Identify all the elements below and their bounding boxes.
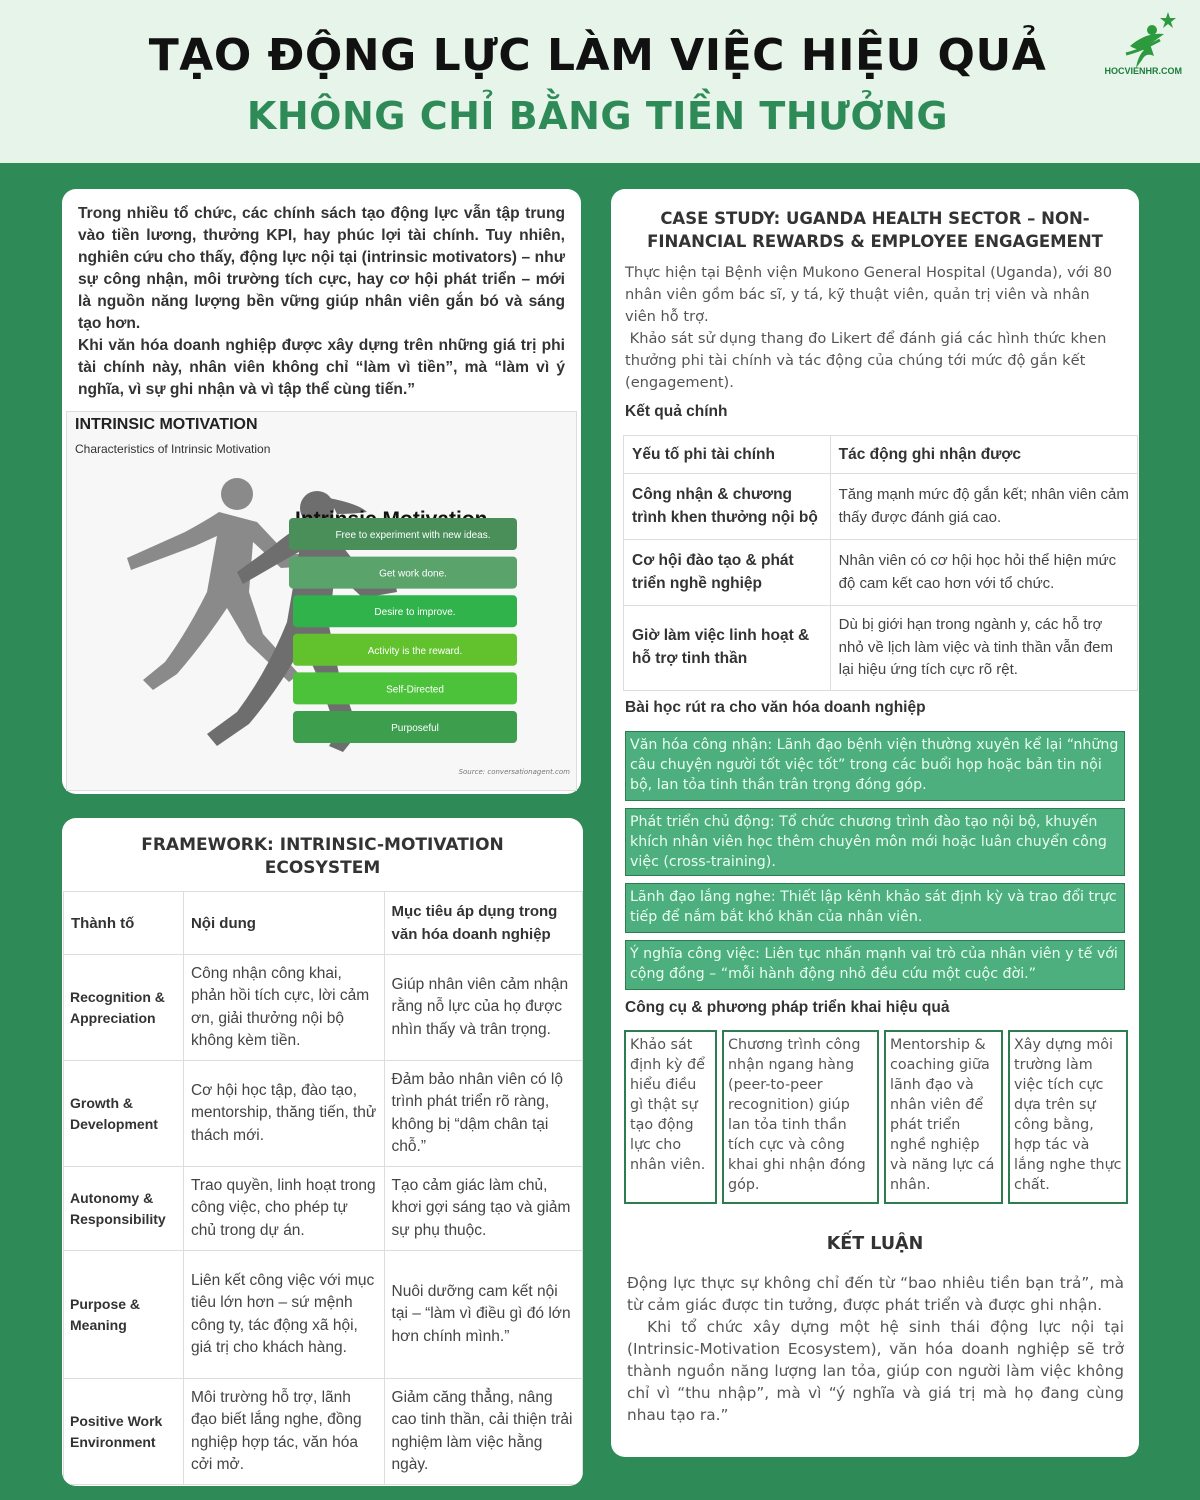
case-study-intro	[625, 262, 1125, 394]
factor-cell: Công nhận & chương trình khen thưởng nội bộ	[624, 474, 831, 540]
table-row	[64, 1167, 583, 1251]
tool-box: Mentorship & coaching giữa lãnh đạo và nhân viên để phát triển nghề nghiệp và năng lực cá nhân.	[884, 1030, 1003, 1204]
runners-illustration	[67, 412, 577, 791]
table-row	[64, 955, 583, 1061]
intro-text	[78, 203, 565, 401]
lesson-box: Lãnh đạo lắng nghe: Thiết lập kênh khảo sát định kỳ và trao đổi trực tiếp để nắm bắt khó khăn của nhân viên.	[625, 883, 1125, 933]
motivation-step-label: Purposeful	[391, 723, 439, 734]
tool-box: Khảo sát định kỳ để hiểu điều gì thật sự tạo động lực cho nhân viên.	[624, 1030, 717, 1204]
intro-card	[62, 189, 581, 794]
column-header: Mục tiêu áp dụng trong văn hóa doanh nghiệp	[384, 892, 582, 955]
table-row	[64, 1379, 583, 1485]
results-heading: Kết quả chính	[625, 403, 728, 420]
tool-box: Xây dựng môi trường làm việc tích cực dựa trên sự công bằng, hợp tác và lắng nghe thực chất.	[1008, 1030, 1128, 1204]
figure-title: INTRINSIC MOTIVATION	[75, 416, 258, 433]
figure-subtitle: Characteristics of Intrinsic Motivation	[75, 442, 271, 456]
case-intro-1: Thực hiện tại Bệnh viện Mukono General Hospital (Uganda), với 80 nhân viên gồm bác sĩ, y tá, kỹ thuật viên, quản trị viên và nhân viên hỗ trợ.	[625, 264, 1112, 325]
motivation-step-label: Get work done.	[379, 568, 447, 580]
content-cell: Liên kết công việc với mục tiêu lớn hơn – sứ mệnh công ty, tác động xã hội, giá trị cho khách hàng.	[183, 1251, 384, 1379]
figure-source: Source: conversationagent.com	[458, 768, 570, 776]
table-row	[64, 1251, 583, 1379]
effect-cell: Nhân viên có cơ hội học hỏi thể hiện mức độ cam kết cao hơn với tổ chức.	[830, 540, 1137, 606]
motivation-step-label: Self-Directed	[386, 684, 444, 696]
column-header: Yếu tố phi tài chính	[624, 436, 831, 474]
framework-table	[63, 891, 583, 1485]
element-cell: Positive Work Environment	[64, 1379, 184, 1485]
factor-cell: Giờ làm việc linh hoạt & hỗ trợ tinh thần	[624, 606, 831, 691]
case-intro-2: Khảo sát sử dụng thang đo Likert để đánh giá các hình thức khen thưởng phi tài chính và tác động của chúng tới mức độ gắn kết (engagement).	[625, 330, 1112, 391]
element-cell: Recognition & Appreciation	[64, 955, 184, 1061]
intro-paragraph-1: Trong nhiều tổ chức, các chính sách tạo động lực vẫn tập trung vào tiền lương, thưởng KPI, hay phúc lợi tài chính. Tuy nhiên, nghiên cứu cho thấy, động lực nội tại (intrinsic motivators) – như sự công nhận, môi trường tích cực, hay cơ hội phát triển – mới là nguồn năng lượng bền vững giúp nhân viên gắn bó và sáng tạo hơn.	[78, 205, 565, 332]
page-title: TẠO ĐỘNG LỰC LÀM VIỆC HIỆU QUẢ	[148, 30, 1047, 81]
table-row	[624, 474, 1138, 540]
conclusion-title: KẾT LUẬN	[826, 1234, 924, 1254]
motivation-step-label: Free to experiment with new ideas.	[335, 530, 491, 541]
lesson-box: Văn hóa công nhận: Lãnh đạo bệnh viện thường xuyên kể lại “những câu chuyện người tốt việc tốt” trong các buổi họp hoặc bản tin nội bộ, lan tỏa tinh thần trân trọng đóng góp.	[625, 731, 1125, 801]
motivation-step-label: Desire to improve.	[374, 607, 456, 619]
lessons-heading: Bài học rút ra cho văn hóa doanh nghiệp	[625, 699, 926, 716]
framework-card	[62, 818, 583, 1486]
goal-cell: Đảm bảo nhân viên có lộ trình phát triển rõ ràng, không bị “dậm chân tại chỗ.”	[384, 1061, 582, 1167]
tool-box: Chương trình công nhận ngang hàng (peer-to-peer recognition) giúp lan tỏa tinh thần tích cực và công khai ghi nhận đóng góp.	[722, 1030, 879, 1204]
factor-cell: Cơ hội đào tạo & phát triển nghề nghiệp	[624, 540, 831, 606]
column-header: Nội dung	[183, 892, 384, 955]
content-cell: Cơ hội học tập, đào tạo, mentorship, thăng tiến, thử thách mới.	[183, 1061, 384, 1167]
case-study-card	[611, 189, 1139, 1457]
lesson-box: Phát triển chủ động: Tổ chức chương trình đào tạo nội bộ, khuyến khích nhân viên học thêm chuyên môn mới hoặc luân chuyển công việc (cross-training).	[625, 808, 1125, 876]
case-study-title: CASE STUDY: UGANDA HEALTH SECTOR – NON-FINANCIAL REWARDS & EMPLOYEE ENGAGEMENT	[647, 209, 1103, 251]
goal-cell: Giúp nhân viên cảm nhận rằng nỗ lực của họ được nhìn thấy và trân trọng.	[384, 955, 582, 1061]
goal-cell: Nuôi dưỡng cam kết nội tại – “làm vì điều gì đó lớn hơn chính mình.”	[384, 1251, 582, 1379]
page-subtitle: KHÔNG CHỈ BẰNG TIỀN THƯỞNG	[246, 94, 949, 138]
effect-cell: Tăng mạnh mức độ gắn kết; nhân viên cảm thấy được đánh giá cao.	[830, 474, 1137, 540]
table-row	[64, 1061, 583, 1167]
goal-cell: Giảm căng thẳng, nâng cao tinh thần, cải thiện trải nghiệm làm việc hằng ngày.	[384, 1379, 582, 1485]
element-cell: Autonomy & Responsibility	[64, 1167, 184, 1251]
goal-cell: Tạo cảm giác làm chủ, khơi gợi sáng tạo và giảm sự phụ thuộc.	[384, 1167, 582, 1251]
lesson-box: Ý nghĩa công việc: Liên tục nhấn mạnh vai trò của nhân viên y tế với cộng đồng – “mỗi hành động nhỏ đều cứu một cuộc đời.”	[625, 940, 1125, 990]
column-header: Tác động ghi nhận được	[830, 436, 1137, 474]
element-cell: Growth & Development	[64, 1061, 184, 1167]
conclusion-paragraph-2: Khi tổ chức xây dựng một hệ sinh thái động lực nội tại (Intrinsic-Motivation Ecosystem), văn hóa doanh nghiệp sẽ trở thành nguồn năng lượng lan tỏa, giúp con người làm việc không chỉ vì “thu nhập”, mà vì “ý nghĩa và giá trị mà họ đang cùng nhau tạo ra.”	[627, 1318, 1129, 1424]
table-header-row	[624, 436, 1138, 474]
header-banner	[0, 0, 1200, 163]
content-cell: Môi trường hỗ trợ, lãnh đạo biết lắng nghe, đồng nghiệp hợp tác, văn hóa cởi mở.	[183, 1379, 384, 1485]
column-header: Thành tố	[64, 892, 184, 955]
framework-title: FRAMEWORK: INTRINSIC-MOTIVATION ECOSYSTEM	[141, 835, 504, 878]
content-cell: Trao quyền, linh hoạt trong công việc, cho phép tự chủ trong dự án.	[183, 1167, 384, 1251]
tools-row	[624, 1030, 1128, 1204]
element-cell: Purpose & Meaning	[64, 1251, 184, 1379]
conclusion-paragraph-1: Động lực thực sự không chỉ đến từ “bao nhiêu tiền bạn trả”, mà từ cảm giác được tin tưởng, được phát triển và được ghi nhận.	[627, 1274, 1124, 1314]
motivation-step-label: Activity is the reward.	[367, 645, 463, 657]
intro-paragraph-2: Khi văn hóa doanh nghiệp được xây dựng trên những giá trị phi tài chính này, nhân viên không chỉ “làm vì tiền”, mà “làm vì ý nghĩa, vì sự ghi nhận và vì tập thể cùng tiến.”	[78, 337, 565, 398]
table-row	[624, 606, 1138, 691]
effect-cell: Dù bị giới hạn trong ngành y, các hỗ trợ nhỏ về lịch làm việc và tinh thần vẫn đem lại hiệu ứng tích cực rõ rệt.	[830, 606, 1137, 691]
conclusion-text	[627, 1272, 1129, 1426]
table-row	[624, 540, 1138, 606]
results-table	[623, 435, 1138, 691]
logo-text: HOCVIENHR.COM	[1104, 66, 1182, 76]
tools-heading: Công cụ & phương pháp triển khai hiệu quả	[625, 999, 950, 1016]
content-cell: Công nhận công khai, phản hồi tích cực, lời cảm ơn, giải thưởng nội bộ không kèm tiền.	[183, 955, 384, 1061]
table-header-row	[64, 892, 583, 955]
intrinsic-motivation-figure	[66, 411, 577, 791]
